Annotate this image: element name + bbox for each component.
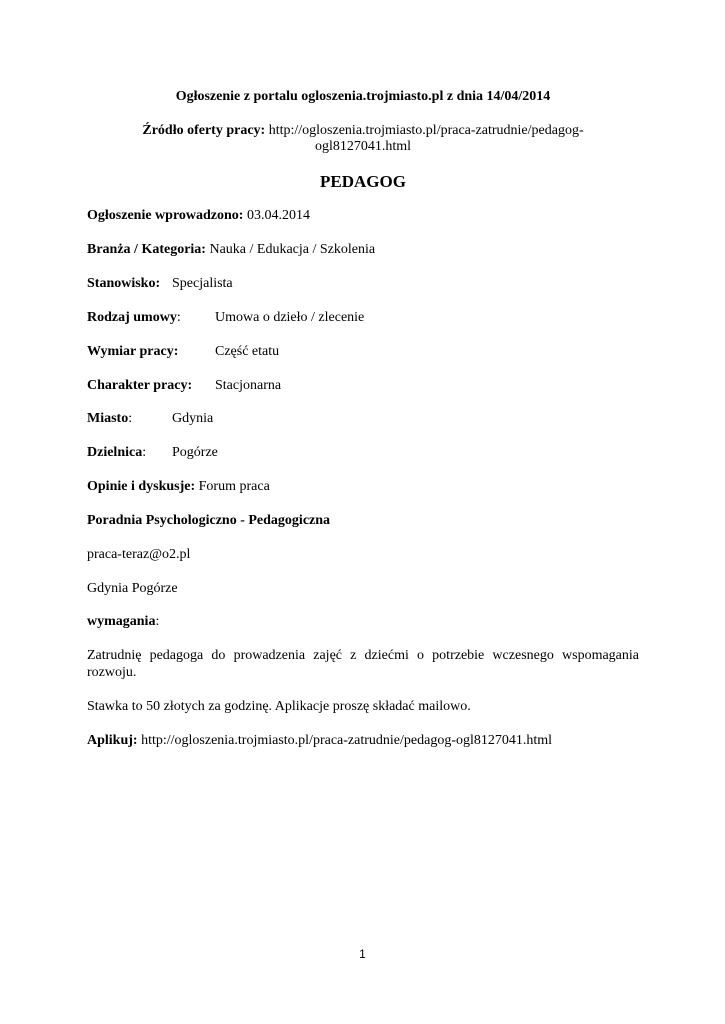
requirements-paragraph-1: Zatrudnię pedagoga do prowadzenia zajęć z dziećmi o potrzebie wczesnego wspomagania rozwoju. <box>87 648 639 680</box>
apply-label: Aplikuj: <box>87 733 138 748</box>
field-district <box>87 444 639 461</box>
field-contract <box>87 309 639 326</box>
character-value: Stacjonarna <box>215 378 282 393</box>
entered-value: 03.04.2014 <box>246 208 310 223</box>
position-value: Specjalista <box>172 276 233 291</box>
field-position <box>87 275 639 292</box>
opinions-value: Forum praca <box>198 479 270 494</box>
field-character <box>87 377 639 394</box>
field-industry <box>87 241 639 258</box>
employer-address: Gdynia Pogórze <box>87 581 178 596</box>
source-label: Źródło oferty pracy: <box>142 123 266 138</box>
apply-line <box>87 732 639 749</box>
requirements-heading <box>87 613 639 630</box>
industry-value: Nauka / Edukacja / Szkolenia <box>209 242 376 257</box>
opinions-label: Opinie i dyskusje: <box>87 479 196 494</box>
page-number: 1 <box>359 947 366 961</box>
worktime-label: Wymiar pracy: <box>87 344 179 359</box>
source-line-continued <box>87 138 639 155</box>
requirements-colon: : <box>155 614 160 629</box>
announcement-heading <box>87 88 639 105</box>
requirements-paragraph-2: Stawka to 50 złotych za godzinę. Aplikacje proszę składać mailowo. <box>87 699 471 714</box>
position-label: Stanowisko: <box>87 276 161 291</box>
field-entered <box>87 207 639 224</box>
character-label: Charakter pracy: <box>87 378 193 393</box>
announcement-text: Ogłoszenie z portalu ogloszenia.trojmiasto.pl z dnia 14/04/2014 <box>175 89 551 104</box>
entered-label: Ogłoszenie wprowadzono: <box>87 208 244 223</box>
district-label: Dzielnica <box>87 445 143 460</box>
worktime-value: Część etatu <box>215 344 280 359</box>
employer-email: praca-teraz@o2.pl <box>87 547 191 562</box>
contract-colon: : <box>176 310 181 325</box>
contract-label: Rodzaj umowy <box>87 310 177 325</box>
field-opinions <box>87 478 639 495</box>
apply-url-link[interactable]: http://ogloszenia.trojmiasto.pl/praca-zatrudnie/pedagog-ogl8127041.html <box>141 733 553 748</box>
employer-name-text: Poradnia Psychologiczno - Pedagogiczna <box>87 513 331 528</box>
field-city <box>87 410 639 427</box>
employer-name <box>87 512 639 529</box>
city-colon: : <box>128 411 133 426</box>
district-colon: : <box>142 445 147 460</box>
city-label: Miasto <box>87 411 129 426</box>
industry-label: Branża / Kategoria: <box>87 242 206 257</box>
page-title: PEDAGOG <box>320 172 406 191</box>
city-value: Gdynia <box>172 411 214 426</box>
source-url-link[interactable]: http://ogloszenia.trojmiasto.pl/praca-zatrudnie/pedagog- <box>268 123 584 138</box>
district-value: Pogórze <box>172 445 218 460</box>
requirements-label: wymagania <box>87 614 156 629</box>
contract-value: Umowa o dzieło / zlecenie <box>215 310 365 325</box>
source-line <box>87 122 639 139</box>
field-worktime <box>87 343 639 360</box>
source-url-link-continued[interactable]: ogl8127041.html <box>314 139 412 154</box>
